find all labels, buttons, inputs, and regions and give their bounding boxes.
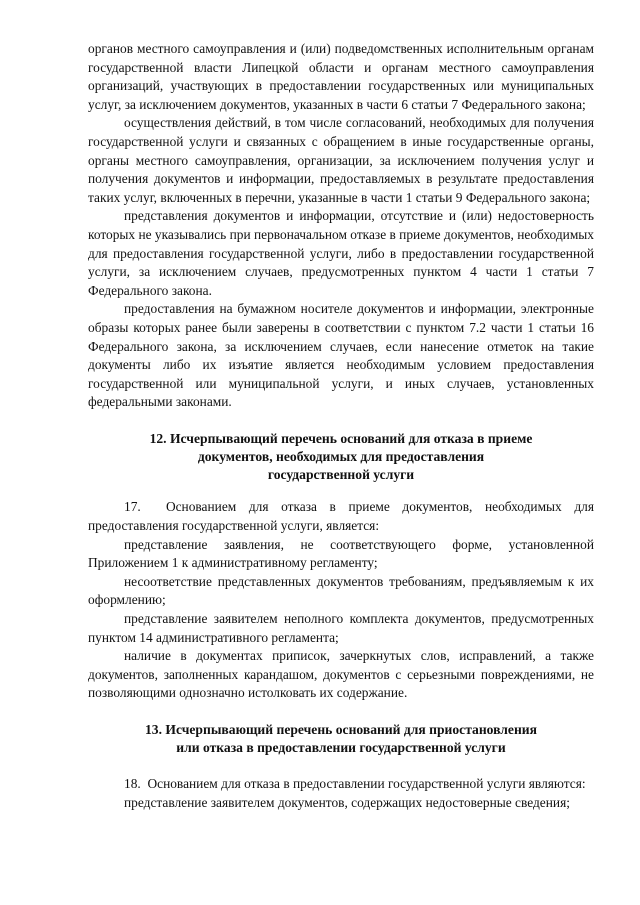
section-13-heading — [88, 721, 594, 757]
paragraph-continuation: органов местного самоуправления и (или) подведомственных исполнительным органам государственной власти Липецкой области и органам местного самоуправления организаций, участвующих в предоставлении государственных или муниципальных услуг, за исключением документов, указанных в части 6 статьи 7 Федерального закона; — [88, 41, 594, 112]
paragraph-requirements-mismatch: несоответствие представленных документов требованиям, предъявляемым к их оформлению; — [88, 573, 594, 608]
section-12-heading-line-1: 12. Исчерпывающий перечень оснований для отказа в приеме — [149, 430, 533, 446]
item-18-text: Основанием для отказа в предоставлении государственной услуги являются: — [147, 776, 586, 792]
item-17-number: 17. — [124, 499, 141, 515]
paragraph-false-information: представление заявителем документов, содержащих недостоверные сведения; — [124, 795, 570, 811]
item-17-text: Основанием для отказа в приеме документов, необходимых для предоставления государственной услуги, является: — [88, 499, 594, 534]
section-13-heading-line-2: или отказа в предоставлении государственной услуги — [176, 740, 506, 756]
paragraph-incomplete-set: представление заявителем неполного комплекта документов, предусмотренных пунктом 14 административного регламента; — [88, 611, 594, 645]
section-13-heading-line-1: 13. Исчерпывающий перечень оснований для приостановления — [145, 722, 537, 738]
paragraph-form-mismatch: представление заявления, не соответствующего форме, установленной Приложением 1 к административному регламенту; — [88, 536, 594, 571]
item-18 — [88, 775, 594, 794]
item-18-number: 18. — [124, 776, 141, 792]
paragraph-paper-documents: предоставления на бумажном носителе документов и информации, электронные образы которых ранее были заверены в соответствии с пунктом 7.2 части 1 статьи 16 Федерального закона, за исключением случаев, если нанесение отметок на такие документы либо их изъятие является необходимым условием предоставления государственной или муниципальной услуги, и иных случаев, установленных федеральными законами. — [88, 301, 594, 410]
document-page — [88, 40, 594, 813]
paragraph-actions: осуществления действий, в том числе согласований, необходимых для получения государственной услуги и связанных с обращением в иные государственные органы, органы местного самоуправления, организации, за исключением получения услуг и получения документов и информации, предоставляемых в результате предоставления таких услуг, включенных в перечни, указанные в части 1 статьи 9 Федерального закона; — [88, 115, 594, 205]
section-12-heading — [88, 430, 594, 485]
section-12-heading-line-3: государственной услуги — [267, 467, 415, 483]
section-12-heading-line-2: документов, необходимых для предоставления — [197, 449, 485, 465]
paragraph-documents-info: представления документов и информации, отсутствие и (или) недостоверность которых не указывались при первоначальном отказе в приеме документов, необходимых для предоставления государственной услуги, либо в предоставлении государственной услуги, за исключением случаев, предусмотренных пунктом 4 части 1 статьи 7 Федерального закона. — [88, 208, 594, 298]
paragraph-corrections: наличие в документах приписок, зачеркнутых слов, исправлений, а также документов, заполненных карандашом, документов с серьезными повреждениями, не позволяющими однозначно истолковать их содержание. — [88, 648, 594, 701]
item-17 — [88, 498, 594, 535]
